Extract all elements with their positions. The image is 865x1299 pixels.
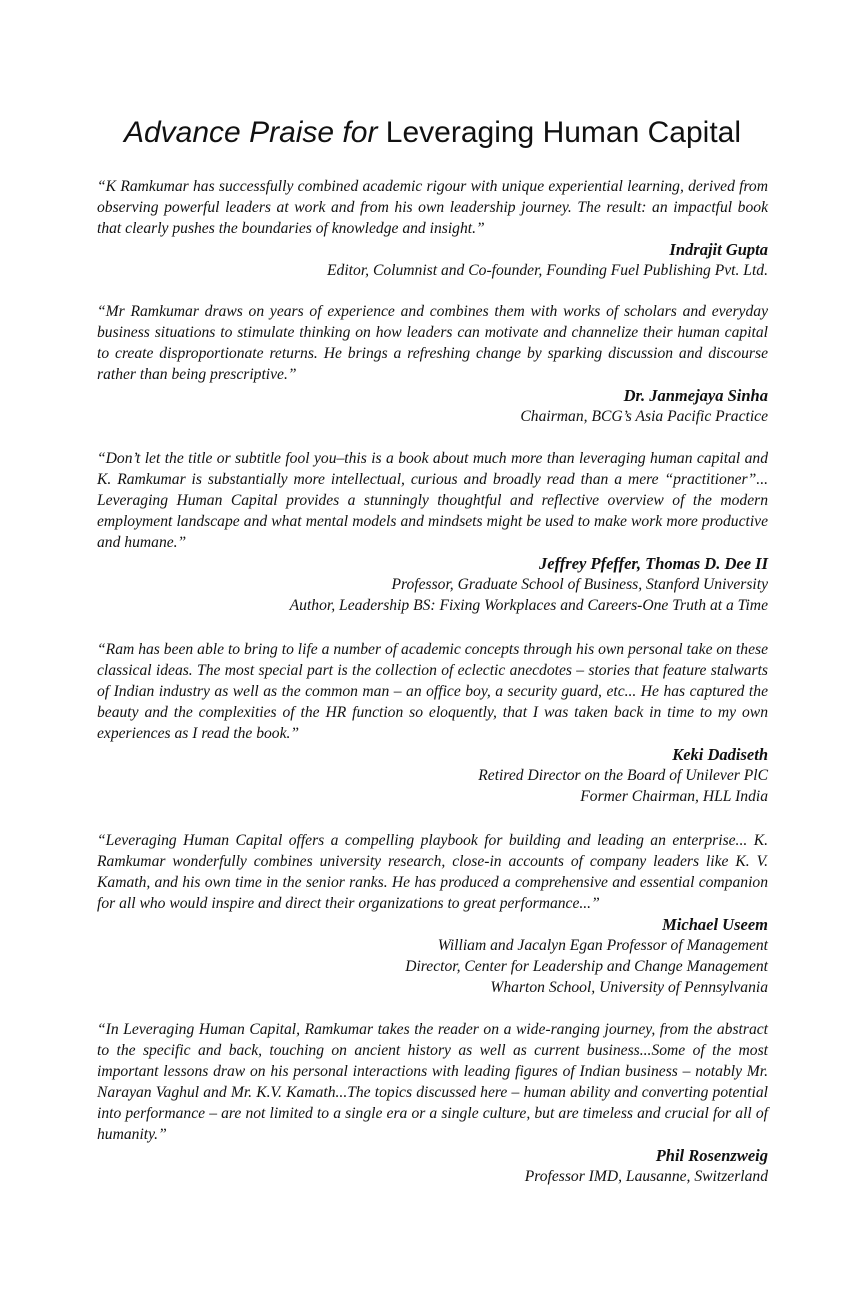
page-title [0,113,865,153]
endorser-role: Author, Leadership BS: Fixing Workplaces and Careers-One Truth at a Time [289,597,768,614]
endorser-name: Jeffrey Pfeffer, Thomas D. Dee II [539,554,768,573]
endorser-role: Professor IMD, Lausanne, Switzerland [524,1168,768,1185]
endorser-role: Chairman, BCG’s Asia Pacific Practice [520,408,768,425]
endorser-role: Editor, Columnist and Co-founder, Founding Fuel Publishing Pvt. Ltd. [327,262,768,279]
endorser-role: Wharton School, University of Pennsylvania [490,979,768,996]
endorsement-phil-rosenzweig [97,1019,768,1187]
endorser-role: William and Jacalyn Egan Professor of Management [437,937,768,954]
title-book-name: Leveraging Human Capital [385,116,742,149]
endorsement-jeffrey-pfeffer [97,448,768,616]
endorser-role: Professor, Graduate School of Business, Stanford University [391,576,768,593]
endorsement-quote: “Don’t let the title or subtitle fool you–this is a book about much more than leveraging human capital and K. Ramkumar is substantially more intellectual, curious and broadly read than a mere “practitioner”... Leveraging Human Capital provides a stunningly thoughtful and reflective overview of the modern employment landscape and what mental models and mindsets might be used to make work more productive and humane.” [97,450,768,551]
endorsement-quote: “In Leveraging Human Capital, Ramkumar takes the reader on a wide-ranging journey, from the abstract to the specific and back, touching on ancient history as well as current business...Some of the most important lessons draw on his personal interactions with leading figures of Indian business – notably Mr. Narayan Vaghul and Mr. K.V. Kamath...The topics discussed here – human ability and converting potential into performance – are not limited to a single era or a single culture, but are timeless and crucial for all of humanity.” [97,1021,768,1143]
title-italic-part: Advance Praise for [123,116,378,149]
endorsement-quote: “Ram has been able to bring to life a number of academic concepts through his own personal take on these classical ideas. The most special part is the collection of eclectic anecdotes – stories that feature stalwarts of Indian industry as well as the common man – an office boy, a security guard, etc... He has captured the beauty and the complexities of the HR function so eloquently, that I was taken back in time to my own experiences as I read the book.” [97,641,768,742]
endorser-name: Dr. Janmejaya Sinha [623,386,768,405]
endorser-role: Director, Center for Leadership and Change Management [405,958,768,975]
endorser-role: Retired Director on the Board of Unilever PlC [478,767,768,784]
endorsement-indrajit-gupta [97,176,768,281]
endorser-name: Keki Dadiseth [672,745,768,764]
endorser-name: Michael Useem [662,915,768,934]
endorsement-quote: “Leveraging Human Capital offers a compelling playbook for building and leading an enterprise... K. Ramkumar wonderfully combines university research, close-in accounts of company leaders like K. V. Kamath, and his own time in the senior ranks. He has produced a comprehensive and essential companion for all who would inspire and direct their organizations to great performance...” [97,832,768,912]
endorsement-keki-dadiseth [97,639,768,807]
endorser-name: Indrajit Gupta [669,240,768,259]
endorser-role: Former Chairman, HLL India [580,788,768,805]
endorsement-michael-useem [97,830,768,998]
endorsement-quote: “K Ramkumar has successfully combined academic rigour with unique experiential learning, derived from observing powerful leaders at work and from his own leadership journey. The result: an impactful book that clearly pushes the boundaries of knowledge and insight.” [97,178,768,237]
endorsement-janmejaya-sinha [97,301,768,427]
endorser-name: Phil Rosenzweig [655,1146,768,1165]
endorsement-quote: “Mr Ramkumar draws on years of experience and combines them with works of scholars and everyday business situations to stimulate thinking on how leaders can motivate and channelize their human capital to create disproportionate returns. He brings a refreshing change by sparking discussion and discourse rather than being prescriptive.” [97,303,768,383]
